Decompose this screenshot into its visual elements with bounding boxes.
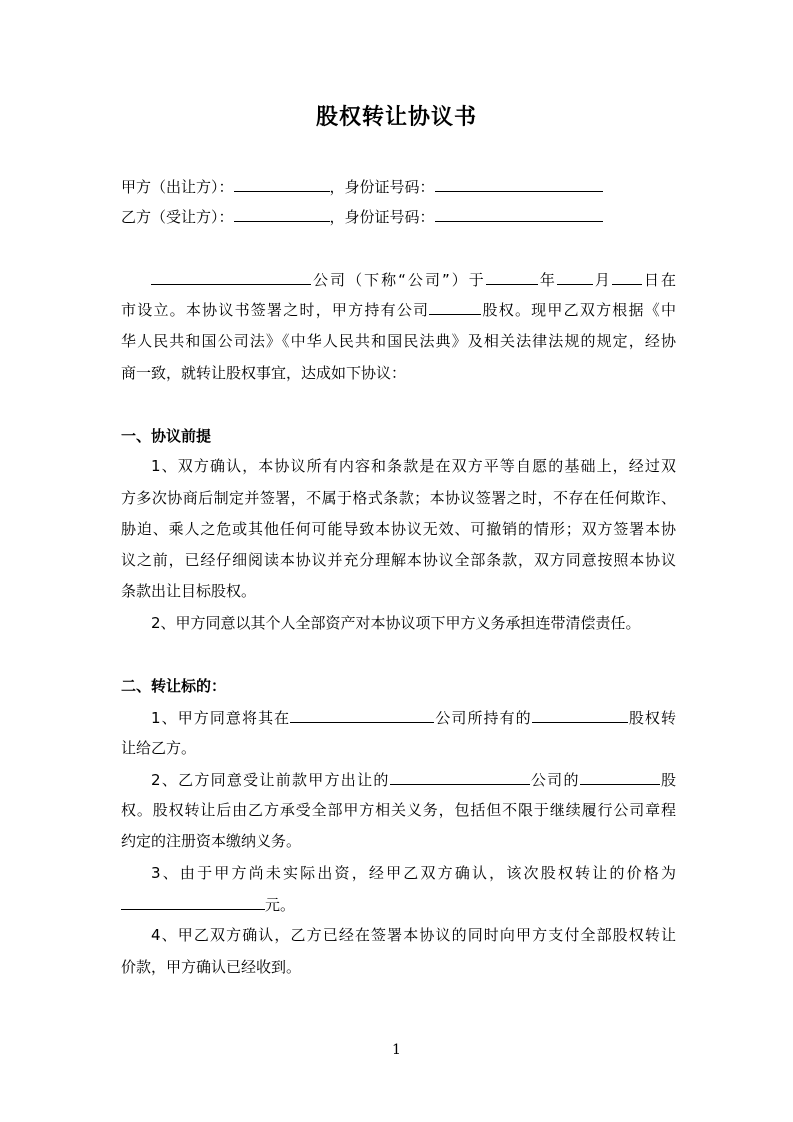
intro-year-text: 年 [537, 271, 557, 289]
party-b-line [121, 204, 676, 228]
intro-company-text: 公司（下称“公司”）于 [311, 271, 486, 289]
s2-c3-line-2 [121, 892, 676, 916]
s2-c1-line-2: 让给乙方。 [121, 739, 197, 757]
s2-c1-b: 公司所持有的 [434, 709, 532, 727]
intro-line-3: 华人民共和国公司法》《中华人民共和国民法典》及相关法律法规的规定，经协 [121, 332, 676, 350]
price-blank[interactable] [121, 892, 265, 910]
s2-c3-yuan: 元。 [265, 896, 296, 914]
month-blank[interactable] [557, 267, 593, 285]
receive-share-blank[interactable] [580, 767, 660, 785]
s2-c3-line-1 [121, 861, 676, 885]
transfer-company-blank[interactable] [290, 705, 434, 723]
s2-c2-a: 2、乙方同意受让前款甲方出让的 [151, 771, 390, 789]
s2-c1-line-1 [121, 705, 676, 729]
s2-c2-line-2: 权。股权转让后由乙方承受全部甲方相关义务，包括但不限于继续履行公司章程 [121, 801, 676, 819]
party-b-id-blank[interactable] [435, 204, 603, 222]
transfer-share-blank[interactable] [532, 705, 628, 723]
receive-company-blank[interactable] [390, 767, 530, 785]
party-a-id-blank[interactable] [435, 174, 603, 192]
s1-p1-line-4: 议之前，已经仔细阅读本协议并充分理解本协议全部条款，双方同意按照本协议 [121, 551, 676, 569]
s2-c1-c: 股权转 [627, 709, 676, 727]
party-a-label: 甲方（出让方）： [121, 178, 234, 196]
intro-day-text: 日在 [641, 271, 676, 289]
intro-line-2-b: 股权。现甲乙双方根据《中 [481, 301, 676, 319]
s1-p1-line-1 [121, 454, 676, 478]
intro-line-4: 商一致，就转让股权事宜，达成如下协议： [121, 364, 407, 382]
s1-p1-line-2: 方多次协商后制定并签署，不属于格式条款；本协议签署之时，不存在任何欺诈、 [121, 489, 676, 507]
intro-line-2-a: 市设立。本协议书签署之时，甲方持有公司 [121, 301, 430, 319]
s2-c2-b: 公司的 [529, 771, 580, 789]
s2-c1-a: 1、甲方同意将其在 [151, 709, 291, 727]
s2-c4-line-2: 价款，甲方确认已经收到。 [121, 958, 302, 976]
year-blank[interactable] [486, 267, 538, 285]
document-title: 股权转让协议书 [315, 104, 477, 130]
intro-line-2 [121, 297, 676, 321]
intro-line-1 [121, 267, 676, 291]
s1-p1-line-5: 条款出让目标股权。 [121, 582, 257, 600]
party-a-id-label: ，身份证号码： [329, 178, 435, 196]
section-2-heading: 二、转让标的： [121, 677, 227, 695]
s1-p1-line-3: 胁迫、乘人之危或其他任何可能导致本协议无效、可撤销的情形；双方签署本协 [121, 520, 676, 538]
s2-c2-line-1 [121, 767, 676, 791]
s2-c3-line-1-text: 3、由于甲方尚未实际出资，经甲乙双方确认，该次股权转让的价格为 [151, 864, 676, 882]
company-name-blank[interactable] [151, 267, 311, 285]
share-percent-blank[interactable] [429, 297, 481, 315]
intro-month-text: 月 [592, 271, 612, 289]
party-b-name-blank[interactable] [234, 204, 330, 222]
s2-c4-line-1 [121, 923, 676, 947]
s1-p1-line-1-text: 1、双方确认，本协议所有内容和条款是在双方平等自愿的基础上，经过双 [151, 457, 676, 475]
s2-c2-line-3: 约定的注册资本缴纳义务。 [121, 832, 302, 850]
party-b-label: 乙方（受让方）： [121, 208, 234, 226]
section-1-heading: 一、协议前提 [121, 427, 212, 445]
s2-c4-line-1-text: 4、甲乙双方确认，乙方已经在签署本协议的同时向甲方支付全部股权转让 [151, 926, 676, 944]
s1-p2 [121, 611, 676, 635]
party-b-id-label: ，身份证号码： [329, 208, 435, 226]
party-a-name-blank[interactable] [234, 174, 330, 192]
page-number: 1 [392, 1042, 401, 1058]
party-a-line [121, 174, 676, 198]
s1-p2-text: 2、甲方同意以其个人全部资产对本协议项下甲方义务承担连带清偿责任。 [151, 614, 641, 632]
day-blank[interactable] [612, 267, 642, 285]
s2-c2-c: 股 [659, 771, 676, 789]
